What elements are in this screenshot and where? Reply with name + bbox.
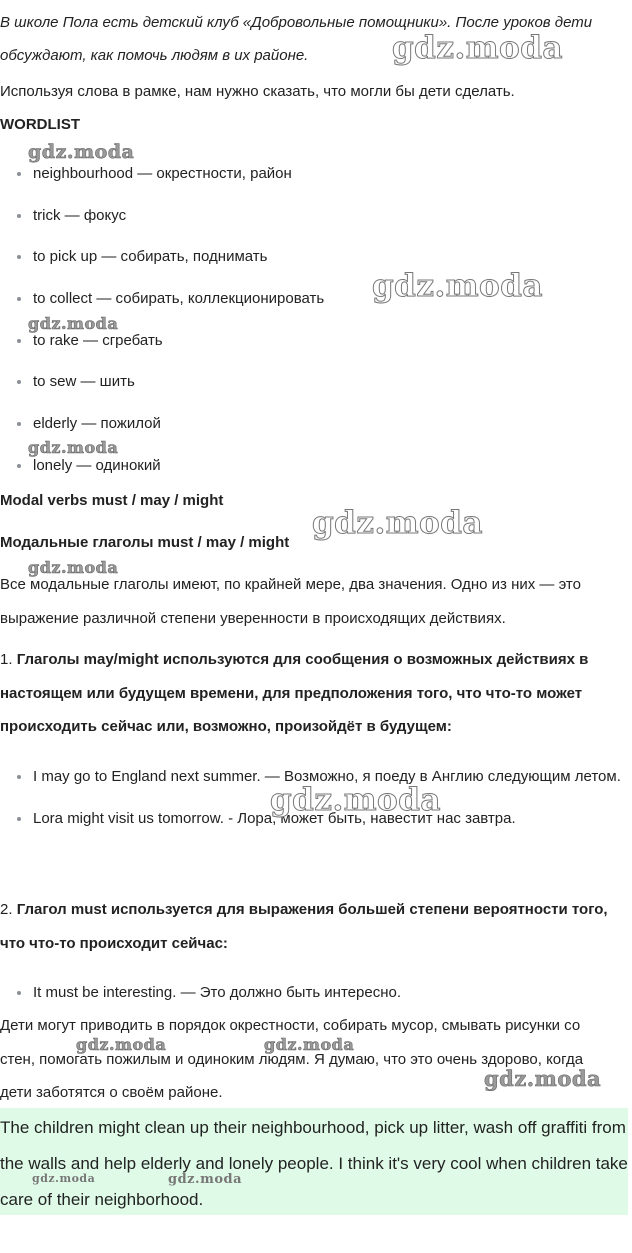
bullet-icon: [17, 339, 21, 343]
wordlist-item-text: elderly — пожилой: [33, 415, 161, 433]
wordlist-item-text: to sew — шить: [33, 373, 135, 391]
watermark-logo: gdz.moda: [168, 1172, 243, 1187]
wordlist-item: [0, 327, 632, 369]
watermark-logo: gdz.moda: [372, 268, 543, 304]
modal-intro-text: Все модальные глаголы имеют, по крайней мере, два значения. Одно из них — это выражение различной степени уверенности в происходящих действиях.: [0, 576, 581, 627]
rule-1-number: 1.: [0, 651, 13, 668]
bullet-icon: [17, 255, 21, 259]
bullet-icon: [17, 214, 21, 218]
wordlist-item-text: neighbourhood — окрестности, район: [33, 165, 292, 182]
example-item: [0, 976, 632, 1010]
wordlist-item: [0, 368, 632, 410]
rule-1: [0, 643, 632, 744]
watermark-logo: gdz.moda: [32, 1172, 96, 1185]
rule-2-text: Глагол must используется для выражения большей степени вероятности того, что что-то происходит сейчас:: [0, 901, 608, 952]
bullet-icon: [17, 817, 21, 821]
wordlist-item-text: trick — фокус: [33, 206, 127, 224]
intro-text: В школе Пола есть детский клуб «Добровольные помощники». После уроков дети обсуждают, как помочь людям в их районе.: [0, 14, 593, 64]
wordlist-item: [0, 160, 632, 202]
bullet-icon: [17, 422, 21, 426]
example-text: I may go to England next summer. — Возможно, я поеду в Англию следующим летом.: [33, 768, 621, 785]
bullet-icon: [17, 172, 21, 176]
rule-2: [0, 893, 632, 960]
modal-heading-en: Modal verbs must / may / might: [0, 492, 224, 509]
summary-text-ru: Дети могут приводить в порядок окрестности, собирать мусор, смывать рисунки со стен, помогать пожилым и одиноким людям. Я думаю, что это очень здорово, когда дети заботятся о своём районе.: [0, 1017, 584, 1101]
wordlist-item: [0, 202, 632, 244]
watermark-logo: gdz.moda: [28, 558, 119, 577]
bullet-icon: [17, 775, 21, 779]
wordlist-item-text: lonely — одинокий: [33, 456, 161, 474]
wordlist-item-text: to rake — сгребать: [33, 331, 163, 349]
watermark-logo: gdz.moda: [76, 1035, 167, 1054]
rule-1-text: Глаголы may/might используются для сообщения о возможных действиях в настоящем или будущем времени, для предположения того, что что-то может происходить сейчас или, возможно, произойдёт в будущем:: [0, 651, 589, 735]
watermark-logo: gdz.moda: [28, 141, 135, 163]
watermark-logo: gdz.moda: [484, 1066, 602, 1091]
wordlist-item-text: to collect — собирать, коллекционировать: [33, 290, 325, 308]
instruction-text: Используя слова в рамке, нам нужно сказать, что могли бы дети сделать.: [0, 83, 515, 100]
answer-text-en: The children might clean up their neighbourhood, pick up litter, wash off graffiti from the walls and help elderly and lonely people. I think it's very cool when children take care of their neighborhood.: [0, 1118, 628, 1209]
bullet-icon: [17, 297, 21, 301]
watermark-logo: gdz.moda: [312, 505, 483, 541]
watermark-logo: gdz.moda: [270, 782, 441, 818]
watermark-logo: gdz.moda: [392, 30, 563, 66]
example-text: It must be interesting. — Это должно быть интересно.: [33, 984, 401, 1001]
bullet-icon: [17, 464, 21, 468]
example-text: Lora might visit us tomorrow. - Лора, может быть, навестит нас завтра.: [33, 809, 516, 827]
examples-list-2: [0, 976, 632, 1010]
answer-box: [0, 1108, 628, 1215]
bullet-icon: [17, 380, 21, 384]
watermark-logo: gdz.moda: [264, 1035, 355, 1054]
rule-2-number: 2.: [0, 901, 13, 918]
modal-heading-ru: Модальные глаголы must / may / might: [0, 534, 290, 551]
wordlist-item-text: to pick up — собирать, поднимать: [33, 248, 268, 266]
watermark-logo: gdz.moda: [28, 438, 119, 457]
bullet-icon: [17, 991, 21, 995]
wordlist-title: WORDLIST: [0, 116, 80, 133]
watermark-logo: gdz.moda: [28, 314, 119, 333]
